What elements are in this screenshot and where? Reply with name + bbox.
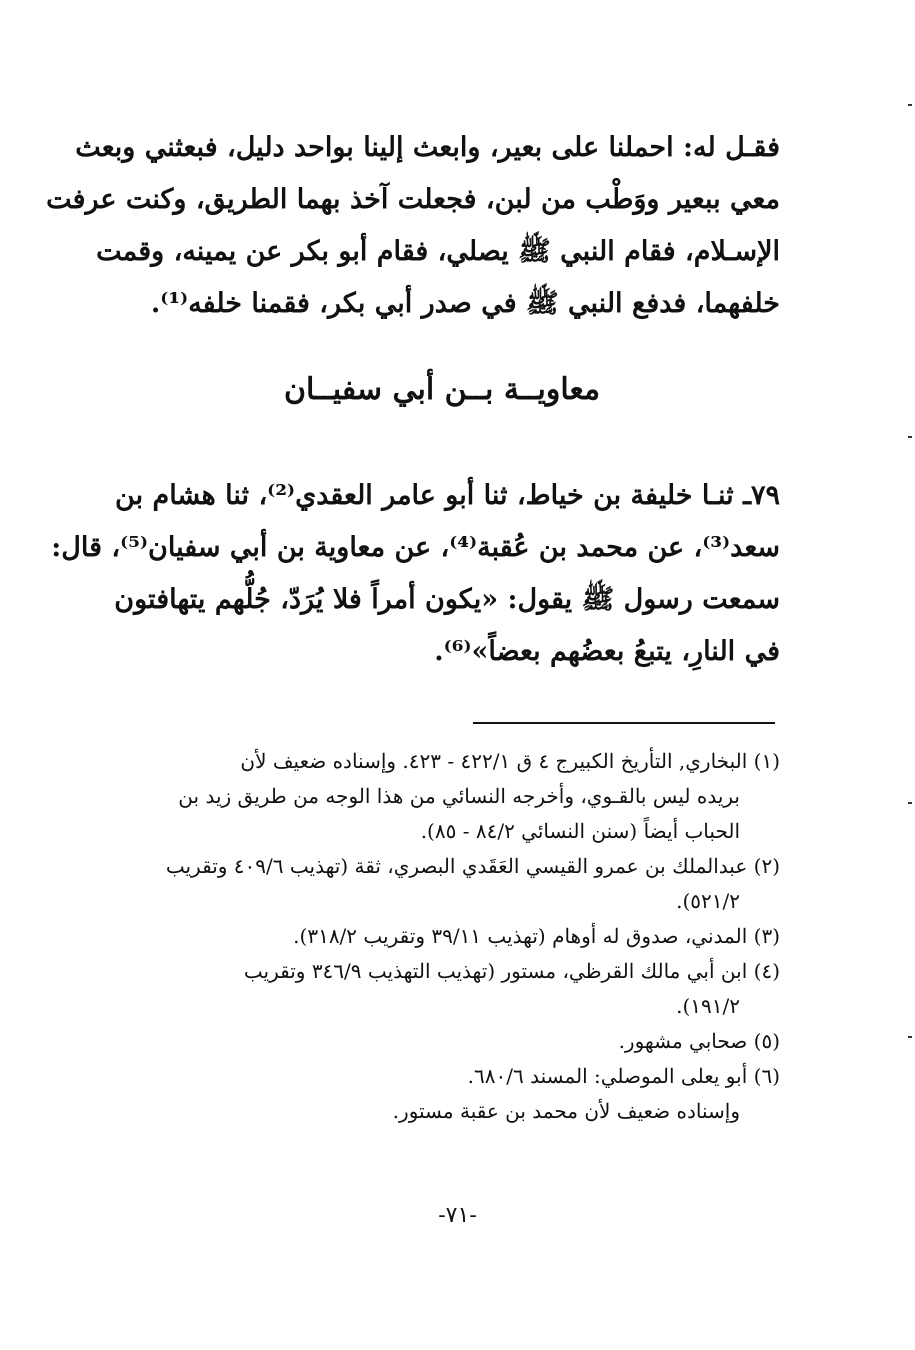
footnote-line [104,849,780,884]
page-number: -٧١- [438,1203,477,1228]
hadith-line: سعد⁽³⁾، عن محمد بن عُقبة⁽⁴⁾، عن معاوية بن أبي سفيان⁽⁵⁾، قال: [51,532,780,563]
footnote-text: ابن أبي مالك القرظي، مستور (تهذيب التهذيب ٣٤٦/٩ وتقريب [243,959,748,983]
footnote-3 [104,919,780,954]
scan-edge-mark [908,1036,912,1038]
footnote-number: (١) [753,749,780,773]
hadith-line: سمعت رسول ﷺ يقول: «يكون أمراً فلا يُرَدّ، جُلُّهم يتهافتون [114,584,780,615]
footnote-line [104,919,780,954]
footnote-6 [104,1059,780,1129]
footnote-4 [104,954,780,1024]
footnote-text: البخاري, التأريخ الكبيرج ٤ ق ٤٢٢/١ - ٤٢٣. وإسناده ضعيف لأن [240,749,748,773]
footnote-line [104,744,780,779]
section-heading: معاويــة بــن أبي سفيــان [283,372,601,407]
footnote-continuation: الحباب أيضاً (سنن النسائي ٨٤/٢ - ٨٥). [420,819,740,843]
footnote-continuation: وإسناده ضعيف لأن محمد بن عقبة مستور. [392,1099,740,1123]
footnote-separator [473,722,775,724]
footnote-1 [104,744,780,849]
footnote-text: صحابي مشهور. [618,1029,748,1053]
hadith-line: في النارِ، يتبعُ بعضُهم بعضاً»⁽⁶⁾. [434,636,780,667]
footnote-number: (٢) [753,854,780,878]
footnote-text: المدني، صدوق له أوهام (تهذيب ٣٩/١١ وتقريب ٣١٨/٢). [293,924,748,948]
footnote-continuation: ١٩١/٢). [676,994,740,1018]
narration-line: الإسـلام، فقام النبي ﷺ يصلي، فقام أبو بكر عن يمينه، وقمت [96,236,780,267]
narration-line: معي ببعير ووَطْب من لبن، فجعلت آخذ بهما الطريق، وكنت عرفت [46,184,780,215]
footnote-text: عبدالملك بن عمرو القيسي العَقَدي البصري، ثقة (تهذيب ٤٠٩/٦ وتقريب [165,854,748,878]
scan-edge-mark [908,436,912,438]
hadith-line: ٧٩ـ ثنـا خليفة بن خياط، ثنا أبو عامر العقدي⁽²⁾، ثنا هشام بن [115,480,780,511]
footnote-continuation: بريده ليس بالقـوي، وأخرجه النسائي من هذا الوجه من طريق زيد بن [178,784,740,808]
scan-edge-mark [908,802,912,804]
footnote-line [104,954,780,989]
footnote-continuation: ٥٢١/٢). [676,889,740,913]
footnote-2 [104,849,780,919]
footnote-5 [104,1024,780,1059]
narration-line: فقـل له: احملنا على بعير، وابعث إلينا بواحد دليل، فبعثني وبعث [75,132,780,163]
hadith-paragraph [51,470,780,678]
narration-line: خلفهما، فدفع النبي ﷺ في صدر أبي بكر، فقمنا خلفه⁽¹⁾. [150,288,780,319]
footnote-number: (٦) [753,1064,780,1088]
scan-edge-mark [908,104,912,106]
footnote-number: (٤) [753,959,780,983]
narration-paragraph [46,122,780,330]
footnote-line [104,1024,780,1059]
footnote-text: أبو يعلى الموصلي: المسند ٦٨٠/٦. [467,1064,748,1088]
footnotes [104,744,780,1129]
footnote-number: (٣) [753,924,780,948]
footnote-number: (٥) [753,1029,780,1053]
footnote-line [104,1059,780,1094]
